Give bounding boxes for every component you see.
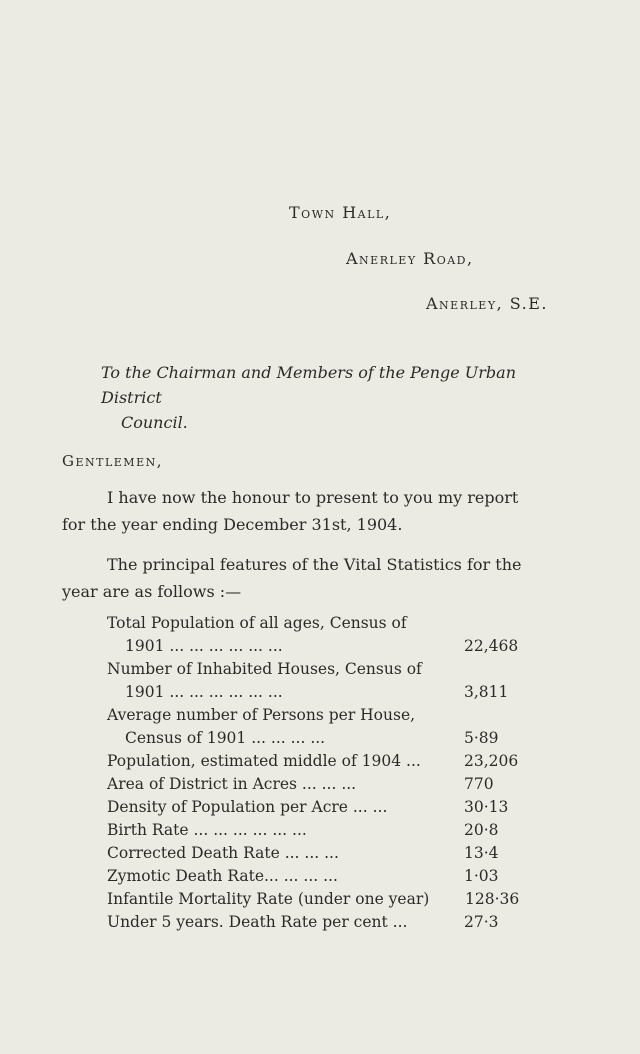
stat-label: Birth Rate ... ... ... ... ... ...	[107, 821, 307, 839]
stat-row	[107, 796, 577, 819]
stat-label: Infantile Mortality Rate (under one year)	[107, 890, 430, 908]
addressee-line-2: Council.	[121, 413, 188, 432]
features-paragraph-line-1: The principal features of the Vital Statistics for the	[107, 555, 522, 574]
stat-value: 22,468	[464, 637, 519, 655]
stat-value: 13·4	[464, 844, 499, 862]
stat-row	[107, 888, 577, 911]
stat-value: 1·03	[464, 867, 499, 885]
stat-label: 1901 ... ... ... ... ... ...	[125, 683, 283, 701]
stat-label: Population, estimated middle of 1904 ...	[107, 752, 421, 770]
salutation: Gentlemen,	[62, 452, 163, 470]
stat-value: 5·89	[464, 729, 499, 747]
vital-statistics-list	[107, 612, 577, 934]
stat-label: Average number of Persons per House,	[107, 706, 416, 724]
stat-label: 1901 ... ... ... ... ... ...	[125, 637, 283, 655]
stat-label: Area of District in Acres ... ... ...	[107, 775, 357, 793]
stat-row	[107, 658, 577, 681]
stat-value: 23,206	[464, 752, 519, 770]
stat-row	[107, 865, 577, 888]
stat-label: Census of 1901 ... ... ... ...	[125, 729, 326, 747]
stat-row	[107, 681, 577, 704]
intro-paragraph-line-2: for the year ending December 31st, 1904.	[62, 515, 403, 534]
stat-value: 770	[464, 775, 494, 793]
stat-row	[107, 750, 577, 773]
intro-paragraph	[62, 484, 562, 538]
stat-row	[107, 911, 577, 934]
stat-value: 3,811	[464, 683, 509, 701]
stat-label: Under 5 years. Death Rate per cent ...	[107, 913, 408, 931]
address-line-2: Anerley Road,	[346, 249, 474, 268]
stat-label: Number of Inhabited Houses, Census of	[107, 660, 422, 678]
address-line-3: Anerley, S.E.	[426, 294, 549, 313]
addressee-line-1: To the Chairman and Members of the Penge Urban District	[101, 363, 517, 407]
stat-label: Density of Population per Acre ... ...	[107, 798, 388, 816]
features-paragraph	[62, 551, 562, 605]
stat-row	[107, 704, 577, 727]
stat-row	[107, 612, 577, 635]
stat-value: 30·13	[464, 798, 509, 816]
stat-label: Corrected Death Rate ... ... ...	[107, 844, 339, 862]
stat-value: 128·36	[465, 890, 520, 908]
stat-value: 20·8	[464, 821, 499, 839]
address-line-1: Town Hall,	[289, 203, 392, 222]
stat-value: 27·3	[464, 913, 499, 931]
intro-paragraph-line-1: I have now the honour to present to you my report	[107, 488, 519, 507]
addressee	[101, 360, 561, 435]
features-paragraph-line-2: year are as follows :—	[62, 582, 242, 601]
stat-row	[107, 842, 577, 865]
stat-row	[107, 635, 577, 658]
stat-row	[107, 819, 577, 842]
stat-row	[107, 773, 577, 796]
stat-label: Zymotic Death Rate... ... ... ...	[107, 867, 338, 885]
stat-row	[107, 727, 577, 750]
stat-label: Total Population of all ages, Census of	[107, 614, 407, 632]
